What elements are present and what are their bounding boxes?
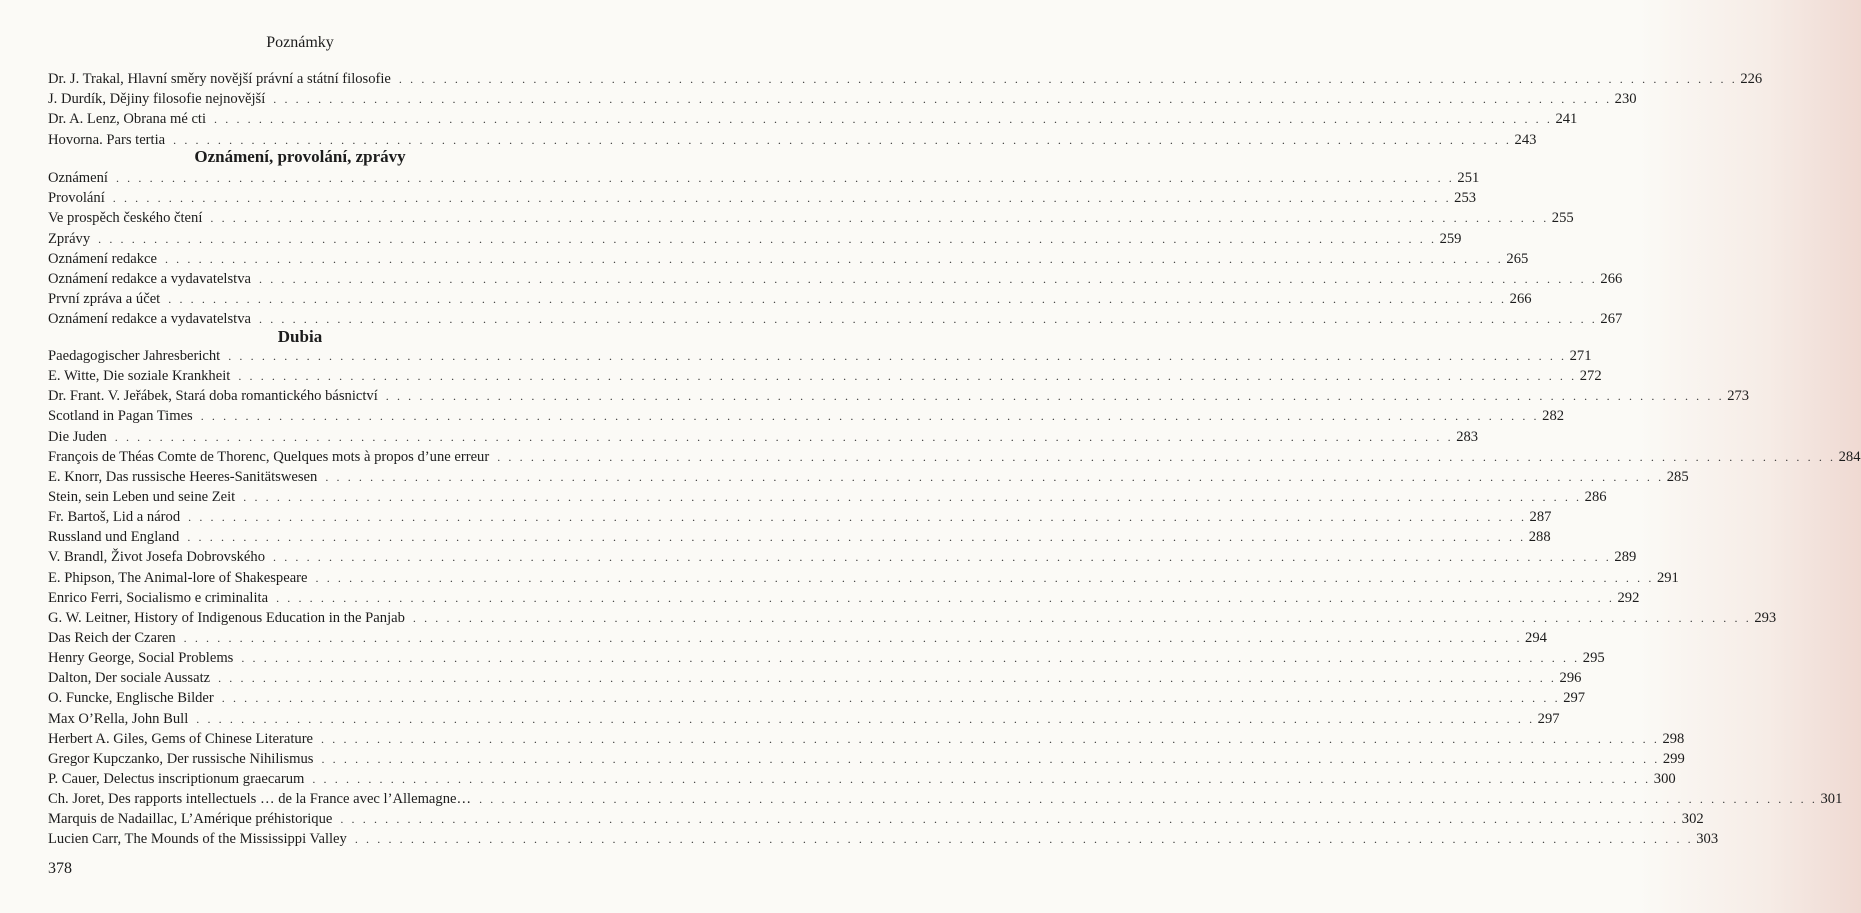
dot-leader: . . . . . . . . . . . . . . . . . . . . . . . . . . . . . . . . . . . . . . . . . . . . . . . . . . . . . . . . . . . . . . . . . . . . . . . . . . . . . . . . . . . . . . . . . . . . . . . . . . . . . . . . . . . . . . . . . . . . . . . .	[183, 630, 1523, 645]
dot-leader: . . . . . . . . . . . . . . . . . . . . . . . . . . . . . . . . . . . . . . . . . . . . . . . . . . . . . . . . . . . . . . . . . . . . . . . . . . . . . . . . . . . . . . . . . . . . . . . . . . . . . . . . . . . . . . . . . . . . . . . .	[479, 792, 1818, 807]
dot-leader: . . . . . . . . . . . . . . . . . . . . . . . . . . . . . . . . . . . . . . . . . . . . . . . . . . . . . . . . . . . . . . . . . . . . . . . . . . . . . . . . . . . . . . . . . . . . . . . . . . . . . . . . . . . . . . . . . . . . . . . .	[241, 651, 1580, 666]
toc-entry	[48, 608, 1777, 628]
entry-title: Henry George, Social Problems	[48, 650, 234, 667]
entry-title: Ch. Joret, Des rapports intellectuels … de la France avec l’Allemagne…	[48, 791, 472, 808]
entry-page: 251	[1457, 170, 1480, 186]
entry-page: 241	[1555, 111, 1578, 128]
toc-entry	[48, 568, 1679, 588]
entry-title: Fr. Bartoš, Lid a národ	[48, 509, 181, 526]
entry-title: Russland und England	[48, 529, 180, 546]
entry-title: Die Juden	[48, 428, 107, 445]
running-head: Poznámky	[266, 34, 334, 51]
entry-title: Hovorna. Pars tertia	[48, 131, 166, 148]
entry-title: Stein, sein Leben und seine Zeit	[48, 488, 236, 505]
entry-title: J. Durdík, Dějiny filosofie nejnovější	[48, 91, 266, 108]
dot-leader: . . . . . . . . . . . . . . . . . . . . . . . . . . . . . . . . . . . . . . . . . . . . . . . . . . . . . . . . . . . . . . . . . . . . . . . . . . . . . . . . . . . . . . . . . . . . . . . . . . . . . . . . . . . . . . . . . . . . . . . .	[200, 409, 1540, 424]
dot-leader: . . . . . . . . . . . . . . . . . . . . . . . . . . . . . . . . . . . . . . . . . . . . . . . . . . . . . . . . . . . . . . . . . . . . . . . . . . . . . . . . . . . . . . . . . . . . . . . . . . . . . . . . . . . . . . . . . . . . . . . .	[325, 469, 1664, 484]
entry-page: 289	[1614, 549, 1637, 566]
entry-title: Ve prospěch českého čtení	[48, 210, 203, 227]
entry-title: První zpráva a účet	[48, 291, 161, 308]
dot-leader: . . . . . . . . . . . . . . . . . . . . . . . . . . . . . . . . . . . . . . . . . . . . . . . . . . . . . . . . . . . . . . . . . . . . . . . . . . . . . . . . . . . . . . . . . . . . . . . . . . . . . . . . . . . . . . . . . . . . . . . .	[168, 292, 1507, 307]
toc-entry	[48, 648, 1605, 668]
dot-leader: . . . . . . . . . . . . . . . . . . . . . . . . . . . . . . . . . . . . . . . . . . . . . . . . . . . . . . . . . . . . . . . . . . . . . . . . . . . . . . . . . . . . . . . . . . . . . . . . . . . . . . . . . . . . . . . . . . . . . . . .	[221, 691, 1561, 706]
toc-entry	[48, 346, 1592, 366]
entry-page: 297	[1563, 690, 1586, 707]
dot-leader: . . . . . . . . . . . . . . . . . . . . . . . . . . . . . . . . . . . . . . . . . . . . . . . . . . . . . . . . . . . . . . . . . . . . . . . . . . . . . . . . . . . . . . . . . . . . . . . . . . . . . . . . . . . . . . . . . . . . . . . .	[115, 171, 1455, 185]
entry-title: Zprávy	[48, 230, 91, 247]
entry-title: P. Cauer, Delectus inscriptionum graecarum	[48, 770, 305, 787]
entry-page: 303	[1696, 831, 1719, 848]
entry-page: 297	[1537, 710, 1560, 727]
entry-title: Oznámení redakce a vydavatelstva	[48, 311, 251, 328]
toc-entry	[48, 229, 1462, 249]
entry-page: 288	[1528, 529, 1551, 546]
toc-entry	[48, 789, 1843, 809]
entry-title: E. Phipson, The Animal-lore of Shakespeare	[48, 569, 308, 586]
page-number: 378	[48, 860, 72, 877]
entry-page: 301	[1820, 791, 1843, 808]
entry-title: Oznámení	[48, 170, 108, 186]
dot-leader: . . . . . . . . . . . . . . . . . . . . . . . . . . . . . . . . . . . . . . . . . . . . . . . . . . . . . . . . . . . . . . . . . . . . . . . . . . . . . . . . . . . . . . . . . . . . . . . . . . . . . . . . . . . . . . . . . . . . . . . .	[259, 271, 1598, 286]
toc-entry	[48, 668, 1582, 688]
dot-leader: . . . . . . . . . . . . . . . . . . . . . . . . . . . . . . . . . . . . . . . . . . . . . . . . . . . . . . . . . . . . . . . . . . . . . . . . . . . . . . . . . . . . . . . . . . . . . . . . . . . . . . . . . . . . . . . . . . . . . . . .	[398, 72, 1738, 86]
entry-page: 282	[1542, 408, 1565, 425]
dot-leader: . . . . . . . . . . . . . . . . . . . . . . . . . . . . . . . . . . . . . . . . . . . . . . . . . . . . . . . . . . . . . . . . . . . . . . . . . . . . . . . . . . . . . . . . . . . . . . . . . . . . . . . . . . . . . . . . . . . . . . . .	[354, 832, 1694, 847]
entry-title: François de Théas Comte de Thorenc, Quelques mots à propos d’une erreur	[48, 448, 490, 465]
entry-page: 272	[1579, 368, 1602, 385]
toc-entry	[48, 208, 1574, 228]
entry-title: Provolání	[48, 190, 105, 207]
dot-leader: . . . . . . . . . . . . . . . . . . . . . . . . . . . . . . . . . . . . . . . . . . . . . . . . . . . . . . . . . . . . . . . . . . . . . . . . . . . . . . . . . . . . . . . . . . . . . . . . . . . . . . . . . . . . . . . . . . . . . . . .	[276, 590, 1615, 605]
dot-leader: . . . . . . . . . . . . . . . . . . . . . . . . . . . . . . . . . . . . . . . . . . . . . . . . . . . . . . . . . . . . . . . . . . . . . . . . . . . . . . . . . . . . . . . . . . . . . . . . . . . . . . . . . . . . . . . . . . . . . . . .	[218, 671, 1557, 686]
entry-page: 230	[1614, 91, 1637, 108]
dot-leader: . . . . . . . . . . . . . . . . . . . . . . . . . . . . . . . . . . . . . . . . . . . . . . . . . . . . . . . . . . . . . . . . . . . . . . . . . . . . . . . . . . . . . . . . . . . . . . . . . . . . . . . . . . . . . . . . . . . . . . . .	[196, 711, 1535, 726]
dot-leader: . . . . . . . . . . . . . . . . . . . . . . . . . . . . . . . . . . . . . . . . . . . . . . . . . . . . . . . . . . . . . . . . . . . . . . . . . . . . . . . . . . . . . . . . . . . . . . . . . . . . . . . . . . . . . . . . . . . . . . . .	[187, 530, 1526, 545]
section-heading: Oznámení, provolání, zprávy	[194, 147, 406, 166]
dot-leader: . . . . . . . . . . . . . . . . . . . . . . . . . . . . . . . . . . . . . . . . . . . . . . . . . . . . . . . . . . . . . . . . . . . . . . . . . . . . . . . . . . . . . . . . . . . . . . . . . . . . . . . . . . . . . . . . . . . . . . . .	[412, 610, 1752, 625]
entry-title: Dr. A. Lenz, Obrana mé cti	[48, 111, 207, 128]
entry-page: 267	[1600, 311, 1623, 328]
dot-leader: . . . . . . . . . . . . . . . . . . . . . . . . . . . . . . . . . . . . . . . . . . . . . . . . . . . . . . . . . . . . . . . . . . . . . . . . . . . . . . . . . . . . . . . . . . . . . . . . . . . . . . . . . . . . . . . . . . . . . . . .	[321, 731, 1660, 746]
dot-leader: . . . . . . . . . . . . . . . . . . . . . . . . . . . . . . . . . . . . . . . . . . . . . . . . . . . . . . . . . . . . . . . . . . . . . . . . . . . . . . . . . . . . . . . . . . . . . . . . . . . . . . . . . . . . . . . . . . . . . . . .	[228, 349, 1567, 363]
entry-page: 286	[1584, 488, 1607, 505]
entry-page: 299	[1662, 750, 1685, 767]
dot-leader: . . . . . . . . . . . . . . . . . . . . . . . . . . . . . . . . . . . . . . . . . . . . . . . . . . . . . . . . . . . . . . . . . . . . . . . . . . . . . . . . . . . . . . . . . . . . . . . . . . . . . . . . . . . . . . . . . . . . . . . .	[243, 489, 1582, 504]
entry-title: Dr. J. Trakal, Hlavní směry novější právní a státní filosofie	[48, 71, 391, 87]
toc-entry	[48, 749, 1685, 769]
entry-page: 266	[1509, 291, 1532, 308]
entry-page: 284	[1838, 448, 1861, 465]
entry-page: 255	[1551, 210, 1574, 227]
toc-group-announcements	[48, 168, 1623, 330]
toc-entry	[48, 547, 1637, 567]
dot-leader: . . . . . . . . . . . . . . . . . . . . . . . . . . . . . . . . . . . . . . . . . . . . . . . . . . . . . . . . . . . . . . . . . . . . . . . . . . . . . . . . . . . . . . . . . . . . . . . . . . . . . . . . . . . . . . . . . . . . . . . .	[315, 570, 1654, 585]
dot-leader: . . . . . . . . . . . . . . . . . . . . . . . . . . . . . . . . . . . . . . . . . . . . . . . . . . . . . . . . . . . . . . . . . . . . . . . . . . . . . . . . . . . . . . . . . . . . . . . . . . . . . . . . . . . . . . . . . . . . . . . .	[340, 812, 1679, 827]
dot-leader: . . . . . . . . . . . . . . . . . . . . . . . . . . . . . . . . . . . . . . . . . . . . . . . . . . . . . . . . . . . . . . . . . . . . . . . . . . . . . . . . . . . . . . . . . . . . . . . . . . . . . . . . . . . . . . . . . . . . . . . .	[385, 389, 1725, 404]
dot-leader: . . . . . . . . . . . . . . . . . . . . . . . . . . . . . . . . . . . . . . . . . . . . . . . . . . . . . . . . . . . . . . . . . . . . . . . . . . . . . . . . . . . . . . . . . . . . . . . . . . . . . . . . . . . . . . . . . . . . . . . .	[173, 132, 1512, 147]
entry-title: O. Funcke, Englische Bilder	[48, 690, 214, 707]
dot-leader: . . . . . . . . . . . . . . . . . . . . . . . . . . . . . . . . . . . . . . . . . . . . . . . . . . . . . . . . . . . . . . . . . . . . . . . . . . . . . . . . . . . . . . . . . . . . . . . . . . . . . . . . . . . . . . . . . . . . . . . .	[164, 251, 1504, 266]
entry-title: E. Witte, Die soziale Krankheit	[48, 368, 231, 385]
toc-entry	[48, 406, 1565, 426]
entry-title: G. W. Leitner, History of Indigenous Education in the Panjab	[48, 609, 405, 626]
toc-entry	[48, 249, 1529, 269]
dot-leader: . . . . . . . . . . . . . . . . . . . . . . . . . . . . . . . . . . . . . . . . . . . . . . . . . . . . . . . . . . . . . . . . . . . . . . . . . . . . . . . . . . . . . . . . . . . . . . . . . . . . . . . . . . . . . . . . . . . . . . . .	[114, 429, 1454, 444]
entry-title: Das Reich der Czaren	[48, 629, 176, 646]
entry-page: 291	[1656, 569, 1679, 586]
dot-leader: . . . . . . . . . . . . . . . . . . . . . . . . . . . . . . . . . . . . . . . . . . . . . . . . . . . . . . . . . . . . . . . . . . . . . . . . . . . . . . . . . . . . . . . . . . . . . . . . . . . . . . . . . . . . . . . . . . . . . . . .	[259, 312, 1598, 327]
entry-title: Oznámení redakce	[48, 250, 157, 267]
entry-title: Oznámení redakce a vydavatelstva	[48, 270, 251, 287]
entry-page: 292	[1617, 589, 1640, 606]
entry-title: Dalton, Der sociale Aussatz	[48, 670, 211, 687]
toc-entry	[48, 709, 1560, 729]
entry-title: Max O’Rella, John Bull	[48, 710, 189, 727]
entry-page: 296	[1559, 670, 1582, 687]
entry-title: E. Knorr, Das russische Heeres-Sanitätswesen	[48, 468, 318, 485]
toc-entry	[48, 427, 1479, 447]
toc-group-reviews	[48, 69, 1763, 150]
entry-page: 273	[1727, 388, 1750, 405]
entry-page: 283	[1456, 428, 1479, 445]
toc-entry	[48, 386, 1750, 406]
dot-leader: . . . . . . . . . . . . . . . . . . . . . . . . . . . . . . . . . . . . . . . . . . . . . . . . . . . . . . . . . . . . . . . . . . . . . . . . . . . . . . . . . . . . . . . . . . . . . . . . . . . . . . . . . . . . . . . . . . . . . . . .	[98, 231, 1437, 246]
dot-leader: . . . . . . . . . . . . . . . . . . . . . . . . . . . . . . . . . . . . . . . . . . . . . . . . . . . . . . . . . . . . . . . . . . . . . . . . . . . . . . . . . . . . . . . . . . . . . . . . . . . . . . . . . . . . . . . . . . . . . . . .	[321, 751, 1660, 766]
entry-title: Enrico Ferri, Socialismo e criminalita	[48, 589, 269, 606]
entry-page: 293	[1754, 609, 1777, 626]
toc-entry	[48, 487, 1607, 507]
entry-title: Dr. Frant. V. Jeřábek, Stará doba romantického básnictví	[48, 388, 378, 405]
entry-page: 300	[1653, 770, 1676, 787]
entry-page: 294	[1525, 629, 1547, 646]
toc-entry	[48, 769, 1676, 789]
dot-leader: . . . . . . . . . . . . . . . . . . . . . . . . . . . . . . . . . . . . . . . . . . . . . . . . . . . . . . . . . . . . . . . . . . . . . . . . . . . . . . . . . . . . . . . . . . . . . . . . . . . . . . . . . . . . . . . . . . . . . . . .	[312, 771, 1651, 786]
entry-page: 298	[1662, 730, 1685, 747]
toc-entry	[48, 366, 1602, 386]
entry-page: 259	[1439, 230, 1462, 247]
entry-page: 287	[1529, 509, 1552, 526]
entry-title: Paedagogischer Jahresbericht	[48, 348, 221, 364]
dot-leader: . . . . . . . . . . . . . . . . . . . . . . . . . . . . . . . . . . . . . . . . . . . . . . . . . . . . . . . . . . . . . . . . . . . . . . . . . . . . . . . . . . . . . . . . . . . . . . . . . . . . . . . . . . . . . . . . . . . . . . . .	[214, 112, 1553, 127]
toc-entry	[48, 688, 1586, 708]
toc-group-dubia	[48, 346, 1861, 850]
dot-leader: . . . . . . . . . . . . . . . . . . . . . . . . . . . . . . . . . . . . . . . . . . . . . . . . . . . . . . . . . . . . . . . . . . . . . . . . . . . . . . . . . . . . . . . . . . . . . . . . . . . . . . . . . . . . . . . . . . . . . . . .	[112, 191, 1452, 206]
entry-title: Gregor Kupczanko, Der russische Nihilismus	[48, 750, 314, 767]
toc-entry	[48, 109, 1578, 129]
toc-entry	[48, 447, 1861, 467]
toc-entry	[48, 168, 1480, 188]
entry-page: 302	[1681, 811, 1704, 828]
toc-entry	[48, 527, 1551, 547]
entry-title: Herbert A. Giles, Gems of Chinese Literature	[48, 730, 314, 747]
toc-entry	[48, 188, 1477, 208]
toc-entry	[48, 507, 1552, 527]
dot-leader: . . . . . . . . . . . . . . . . . . . . . . . . . . . . . . . . . . . . . . . . . . . . . . . . . . . . . . . . . . . . . . . . . . . . . . . . . . . . . . . . . . . . . . . . . . . . . . . . . . . . . . . . . . . . . . . . . . . . . . . .	[188, 510, 1527, 525]
entry-page: 253	[1454, 190, 1477, 207]
entry-title: V. Brandl, Život Josefa Dobrovského	[48, 549, 265, 566]
dot-leader: . . . . . . . . . . . . . . . . . . . . . . . . . . . . . . . . . . . . . . . . . . . . . . . . . . . . . . . . . . . . . . . . . . . . . . . . . . . . . . . . . . . . . . . . . . . . . . . . . . . . . . . . . . . . . . . . . . . . . . . .	[210, 211, 1549, 226]
entry-page: 295	[1582, 650, 1605, 667]
entry-title: Marquis de Nadaillac, L’Amérique préhistorique	[48, 811, 333, 828]
entry-page: 271	[1569, 348, 1592, 364]
entry-title: Lucien Carr, The Mounds of the Mississippi Valley	[48, 831, 347, 848]
entry-page: 243	[1514, 131, 1537, 148]
toc-entry	[48, 588, 1640, 608]
toc-entry	[48, 289, 1532, 309]
toc-entry	[48, 628, 1547, 648]
toc-entry	[48, 89, 1637, 109]
toc-entry	[48, 69, 1763, 89]
toc-entry	[48, 809, 1704, 829]
toc-entry	[48, 829, 1719, 849]
toc-entry	[48, 729, 1685, 749]
entry-page: 285	[1666, 468, 1689, 485]
entry-page: 226	[1740, 71, 1763, 87]
section-heading: Dubia	[277, 327, 323, 346]
toc-entry	[48, 269, 1623, 289]
entry-page: 265	[1506, 250, 1529, 267]
dot-leader: . . . . . . . . . . . . . . . . . . . . . . . . . . . . . . . . . . . . . . . . . . . . . . . . . . . . . . . . . . . . . . . . . . . . . . . . . . . . . . . . . . . . . . . . . . . . . . . . . . . . . . . . . . . . . . . . . . . . . . . .	[273, 92, 1612, 107]
dot-leader: . . . . . . . . . . . . . . . . . . . . . . . . . . . . . . . . . . . . . . . . . . . . . . . . . . . . . . . . . . . . . . . . . . . . . . . . . . . . . . . . . . . . . . . . . . . . . . . . . . . . . . . . . . . . . . . . . . . . . . . .	[273, 550, 1612, 565]
toc-entry	[48, 467, 1689, 487]
entry-title: Scotland in Pagan Times	[48, 408, 193, 425]
entry-page: 266	[1600, 270, 1623, 287]
dot-leader: . . . . . . . . . . . . . . . . . . . . . . . . . . . . . . . . . . . . . . . . . . . . . . . . . . . . . . . . . . . . . . . . . . . . . . . . . . . . . . . . . . . . . . . . . . . . . . . . . . . . . . . . . . . . . . . . . . . . . . . .	[497, 449, 1836, 464]
dot-leader: . . . . . . . . . . . . . . . . . . . . . . . . . . . . . . . . . . . . . . . . . . . . . . . . . . . . . . . . . . . . . . . . . . . . . . . . . . . . . . . . . . . . . . . . . . . . . . . . . . . . . . . . . . . . . . . . . . . . . . . .	[238, 369, 1577, 384]
